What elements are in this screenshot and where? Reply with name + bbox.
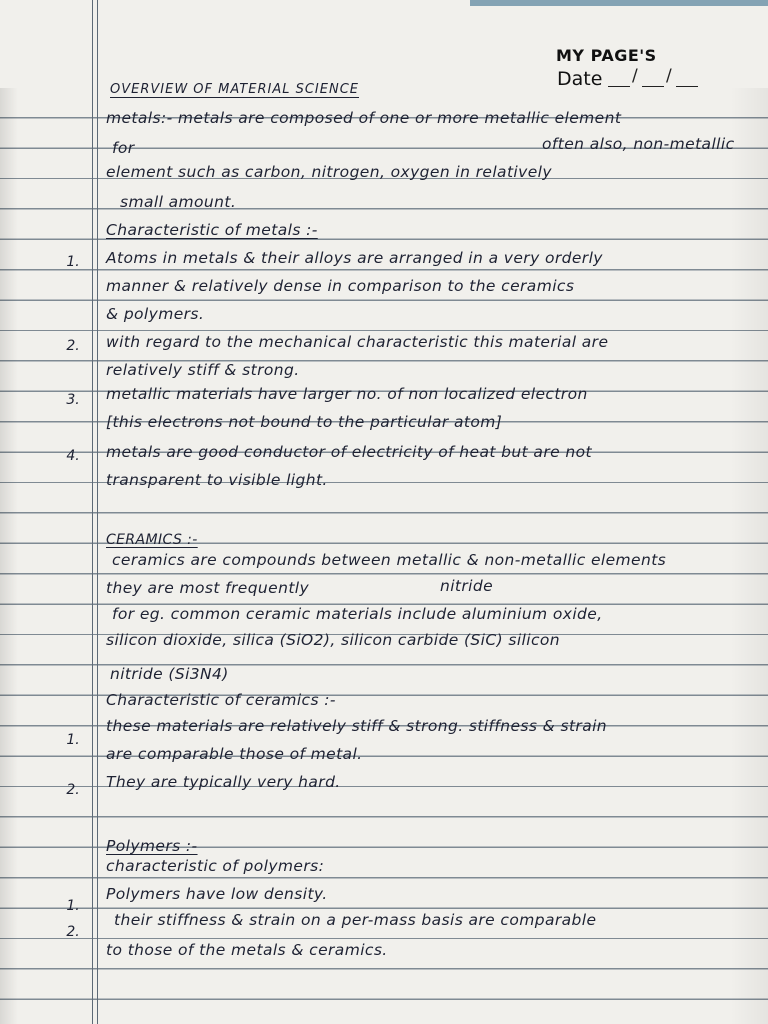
list-item-line: are comparable those of metal. [106,745,363,763]
metals-definition-line: often also, non-metallic [542,135,735,153]
list-item-line: Polymers have low density. [106,885,328,903]
list-item-line: metallic materials have larger no. of non localized electron [106,385,588,403]
list-item-line: transparent to visible light. [106,471,328,489]
list-number: 2. [66,782,80,798]
metals-definition-word: for [112,139,135,157]
section-heading: CERAMICS :- [106,532,198,548]
list-item-line: these materials are relatively stiff & strong. stiffness & strain [106,717,608,735]
list-number: 1. [66,732,80,748]
date-separator: / [666,66,672,86]
margin-line [92,0,93,1024]
list-item-line: manner & relatively dense in comparison to the ceramics [106,277,575,295]
date-label: Date [557,68,603,90]
ceramics-definition-line: silicon dioxide, silica (SiO2), silicon carbide (SiC) silicon [106,631,560,649]
metals-definition-line: element such as carbon, nitrogen, oxygen in relatively [106,163,552,181]
section-heading: Characteristic of metals :- [106,221,318,239]
list-number: 1. [66,898,80,914]
list-item-line: They are typically very hard. [106,773,341,791]
list-item-line: [this electrons not bound to the particular atom] [106,413,503,431]
background-surface [470,0,768,6]
date-day-blank [608,86,630,87]
list-item-line: their stiffness & strain on a per-mass basis are comparable [114,911,597,929]
list-item-line: Atoms in metals & their alloys are arranged in a very orderly [106,249,603,267]
margin-line [97,0,98,1024]
ceramics-definition-line: nitride (Si3N4) [110,665,229,683]
ceramics-definition-word: nitride [440,577,494,595]
section-heading: Polymers :- [106,837,198,855]
list-item-line: relatively stiff & strong. [106,361,300,379]
page-header-area [0,0,768,88]
list-number: 3. [66,392,80,408]
date-year-blank [676,86,698,87]
section-heading: characteristic of polymers: [106,857,325,875]
list-number: 1. [66,254,80,270]
ceramics-definition-line: for eg. common ceramic materials include aluminium oxide, [112,605,603,623]
ceramics-definition-line: ceramics are compounds between metallic & non-metallic elements [112,551,667,569]
list-item-line: metals are good conductor of electricity of heat but are not [106,443,592,461]
list-number: 2. [66,338,80,354]
list-number: 2. [66,924,80,940]
list-item-line: with regard to the mechanical characteristic this material are [106,333,609,351]
section-heading: Characteristic of ceramics :- [106,691,336,709]
list-item-line: to those of the metals & ceramics. [106,941,388,959]
ceramics-definition-line: they are most frequently [106,579,310,597]
date-separator: / [632,66,638,86]
brand-logo: MY PAGE'S [556,46,657,65]
list-number: 4. [66,448,80,464]
metals-definition-line: small amount. [120,193,237,211]
metals-definition-line: metals:- metals are composed of one or more metallic element [106,109,622,127]
page-title: OVERVIEW OF MATERIAL SCIENCE [110,82,359,97]
date-month-blank [642,86,664,87]
list-item-line: & polymers. [106,305,205,323]
